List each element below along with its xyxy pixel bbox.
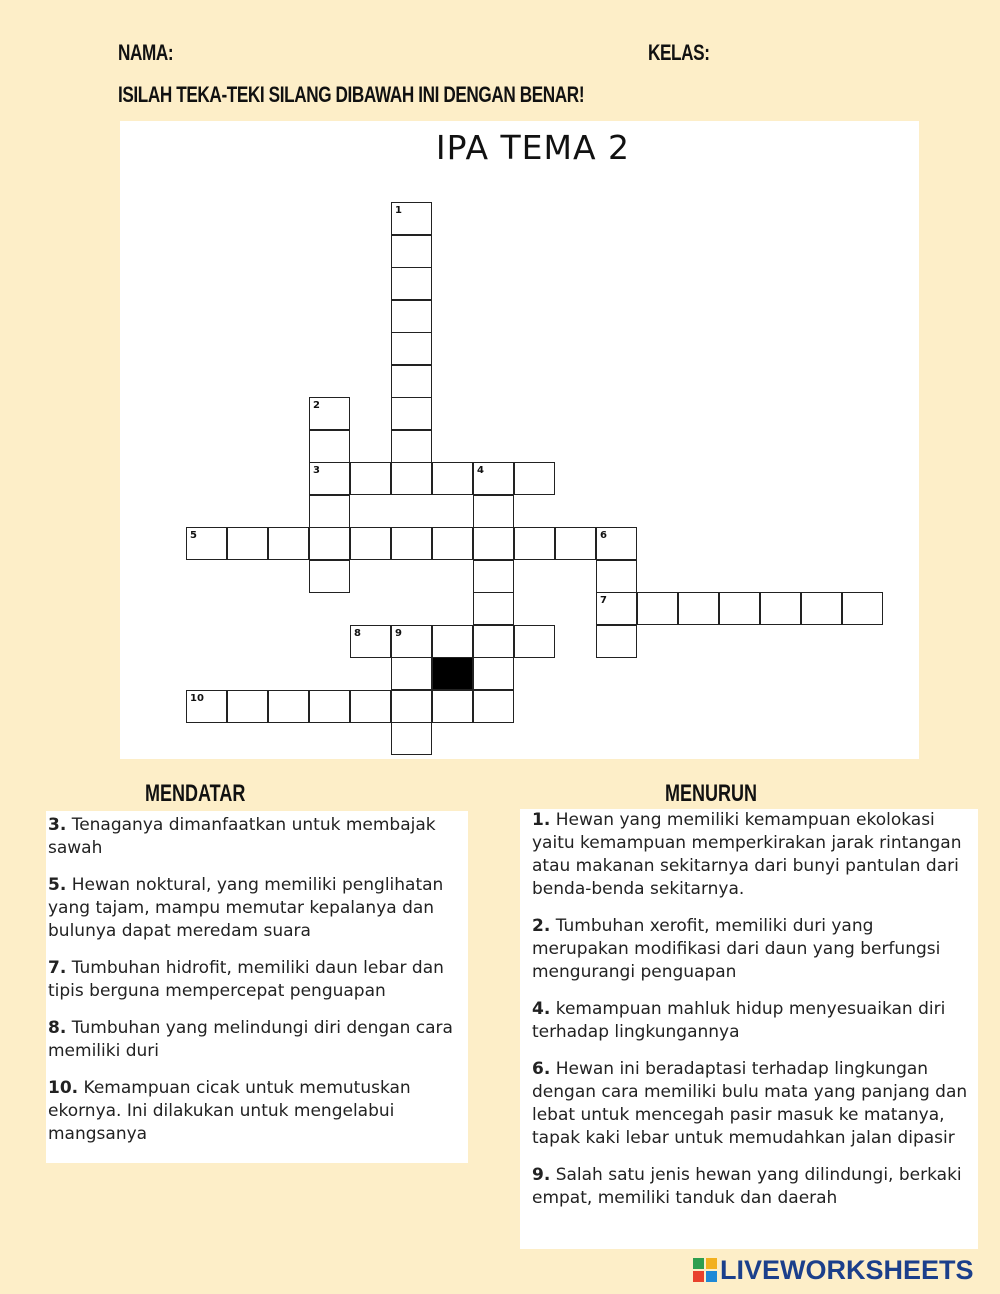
crossword-cell[interactable]: [596, 625, 637, 658]
crossword-cell[interactable]: [473, 690, 514, 723]
crossword-cell[interactable]: [391, 625, 432, 658]
crossword-cell[interactable]: [309, 560, 350, 593]
crossword-cell[interactable]: [514, 625, 555, 658]
crossword-puzzle: [120, 121, 919, 759]
crossword-cell[interactable]: [842, 592, 883, 625]
crossword-cell[interactable]: [391, 365, 432, 398]
logo-square: [693, 1271, 704, 1282]
down-clues: [520, 809, 978, 1249]
crossword-cell[interactable]: [309, 495, 350, 528]
logo-text: LIVEWORKSHEETS: [720, 1254, 974, 1285]
crossword-cell[interactable]: [391, 332, 432, 365]
puzzle-title: IPA TEMA 2: [435, 128, 631, 167]
crossword-cell[interactable]: [473, 560, 514, 593]
crossword-cell[interactable]: [309, 527, 350, 560]
clue-number: 4: [477, 465, 484, 476]
clue-number: 7: [600, 595, 607, 606]
crossword-cell[interactable]: [186, 527, 227, 560]
clue-number: 8: [354, 627, 361, 639]
across-clue: 8. Tumbuhan yang melindungi diri dengan cara memiliki duri: [48, 1018, 453, 1061]
crossword-cell[interactable]: [514, 527, 555, 560]
crossword-cell[interactable]: [432, 462, 473, 495]
crossword-cell[interactable]: [309, 462, 350, 495]
crossword-cell[interactable]: [268, 527, 309, 560]
down-clue: 6. Hewan ini beradaptasi terhadap lingkungan dengan cara memiliki bulu mata yang panjang dan lebat untuk mencegah pasir masuk ke matanya, tapak kaki lebar untuk memudahkan jalan dipasir: [532, 1059, 968, 1148]
crossword-cell[interactable]: [514, 462, 555, 495]
crossword-cell[interactable]: [391, 430, 432, 463]
crossword-cell[interactable]: [391, 202, 432, 235]
across-clue: 7. Tumbuhan hidrofit, memiliki daun lebar dan tipis berguna mempercepat penguapan: [48, 958, 444, 1001]
crossword-cell[interactable]: [391, 267, 432, 300]
crossword-cell[interactable]: [719, 592, 760, 625]
crossword-cell[interactable]: [432, 625, 473, 658]
crossword-cell[interactable]: [350, 527, 391, 560]
crossword-cell[interactable]: [596, 592, 637, 625]
logo-square: [693, 1258, 704, 1269]
liveworksheets-logo: [692, 1255, 974, 1285]
crossword-cell[interactable]: [473, 625, 514, 658]
crossword-cell[interactable]: [678, 592, 719, 625]
clue-number: 10: [190, 692, 204, 704]
crossword-cell[interactable]: [432, 527, 473, 560]
name-label: NAMA:: [118, 40, 174, 65]
crossword-cell[interactable]: [391, 690, 432, 723]
crossword-cell[interactable]: [227, 527, 268, 560]
crossword-cell[interactable]: [473, 495, 514, 528]
across-clue: 10. Kemampuan cicak untuk memutuskan ekornya. Ini dilakukan untuk mengelabui mangsanya: [48, 1078, 411, 1144]
across-clue: 5. Hewan noktural, yang memiliki penglihatan yang tajam, mampu memutar kepalanya dan bulunya dapat meredam suara: [48, 875, 444, 941]
instruction-text: ISILAH TEKA-TEKI SILANG DIBAWAH INI DENGAN BENAR!: [118, 82, 585, 107]
crossword-cell[interactable]: [350, 625, 391, 658]
clue-number: 6: [600, 530, 607, 541]
crossword-cell[interactable]: [555, 527, 596, 560]
clue-number: 2: [313, 400, 320, 411]
across-clue: 3. Tenaganya dimanfaatkan untuk membajak sawah: [48, 815, 436, 858]
black-cell: [432, 657, 473, 690]
logo-squares-icon: [692, 1257, 718, 1283]
crossword-cell[interactable]: [227, 690, 268, 723]
crossword-cell[interactable]: [801, 592, 842, 625]
clue-number: 1: [395, 205, 402, 216]
crossword-cell[interactable]: [391, 722, 432, 755]
crossword-cell[interactable]: [596, 527, 637, 560]
logo-square: [706, 1271, 717, 1282]
crossword-cell[interactable]: [268, 690, 309, 723]
crossword-cell[interactable]: [186, 690, 227, 723]
down-clue: 1. Hewan yang memiliki kemampuan ekolokasi yaitu kemampuan memperkirakan jarak rintangan atau makanan sekitarnya dari bunyi pantulan dari benda-benda sekitarnya.: [532, 810, 962, 899]
across-heading: MENDATAR: [145, 780, 246, 807]
crossword-cell[interactable]: [391, 462, 432, 495]
clue-number: 5: [190, 530, 197, 541]
crossword-cell[interactable]: [760, 592, 801, 625]
crossword-cell[interactable]: [309, 690, 350, 723]
crossword-cell[interactable]: [432, 690, 473, 723]
crossword-cell[interactable]: [473, 462, 514, 495]
crossword-cell[interactable]: [309, 397, 350, 430]
crossword-cell[interactable]: [309, 430, 350, 463]
crossword-cell[interactable]: [391, 527, 432, 560]
crossword-cell[interactable]: [391, 397, 432, 430]
down-clue: 2. Tumbuhan xerofit, memiliki duri yang merupakan modifikasi dari daun yang berfungsi mengurangi penguapan: [532, 916, 941, 982]
clue-number: 9: [395, 627, 402, 639]
crossword-cell[interactable]: [391, 235, 432, 268]
down-clue: 4. kemampuan mahluk hidup menyesuaikan diri terhadap lingkungannya: [532, 999, 946, 1042]
crossword-cell[interactable]: [350, 462, 391, 495]
crossword-cell[interactable]: [473, 592, 514, 625]
down-clue: 9. Salah satu jenis hewan yang dilindungi, berkaki empat, memiliki tanduk dan daerah: [532, 1165, 962, 1208]
crossword-cell[interactable]: [391, 657, 432, 690]
clue-number: 3: [313, 465, 320, 476]
class-label: KELAS:: [648, 40, 710, 65]
down-heading: MENURUN: [665, 780, 758, 807]
crossword-cell[interactable]: [596, 560, 637, 593]
logo-square: [706, 1258, 717, 1269]
crossword-cell[interactable]: [391, 300, 432, 333]
crossword-cell[interactable]: [473, 527, 514, 560]
crossword-cell[interactable]: [350, 690, 391, 723]
across-clues: [46, 811, 468, 1163]
crossword-cell[interactable]: [637, 592, 678, 625]
crossword-cell[interactable]: [473, 657, 514, 690]
